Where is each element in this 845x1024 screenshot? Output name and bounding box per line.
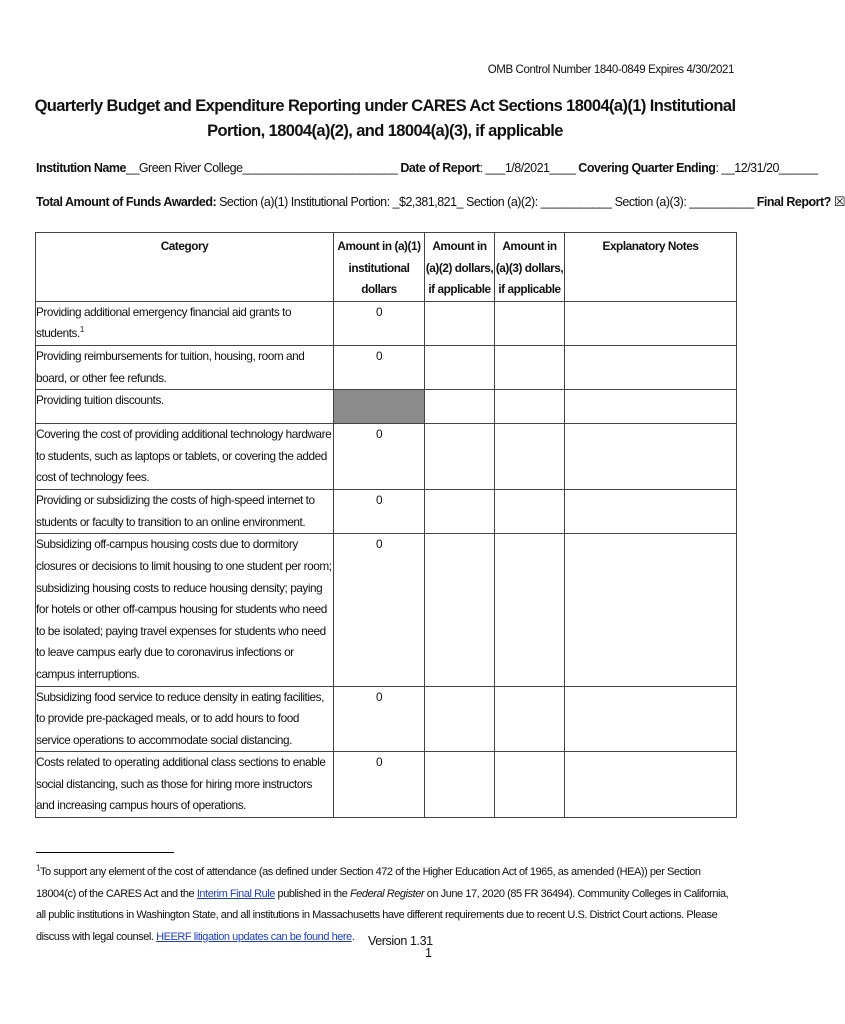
row-notes[interactable] (565, 424, 737, 490)
footnote-divider (36, 852, 174, 853)
table-row (36, 390, 737, 424)
footnote: $^1$To support any element of the cost of attendance (as defined under Section 472 of the Higher Education Act of 1965, as amended (HEA)) per Section 18004(c) of the CARES Act and the Interim Final Rule published in the Federal Register on June 17, 2020 (85 FR 36494). Community Colleges in California, all public institutions in Washington State, and all institutions in Massachusetts have different requirements due to recent U.S. District Court actions. Please discuss with legal counsel. HEERF litigation updates can be found here. (36, 863, 729, 943)
row-amount-a2[interactable] (425, 390, 495, 424)
table-row (36, 534, 737, 686)
table-row (36, 752, 737, 818)
date-label: Date of Report (400, 161, 480, 175)
header-explanatory-notes: Explanatory Notes (565, 233, 737, 302)
row-amount-a3[interactable] (495, 345, 565, 389)
header-amount-a1: Amount in (a)(1) institutional dollars (334, 233, 425, 302)
federal-register-text: Federal Register (350, 887, 425, 900)
row-amount-a3[interactable] (495, 490, 565, 534)
row-amount-a3[interactable] (495, 686, 565, 752)
table-row (36, 345, 737, 389)
final-report-label: Final Report? (756, 195, 831, 209)
funds-label: Total Amount of Funds Awarded: (36, 195, 217, 209)
institution-info-line (36, 161, 818, 175)
row-notes[interactable] (565, 686, 737, 752)
row-notes[interactable] (565, 390, 737, 424)
row-notes[interactable] (565, 345, 737, 389)
table-row (36, 424, 737, 490)
row-amount-a2[interactable] (425, 686, 495, 752)
row-category: Providing additional emergency financial aid grants to students.$^1$ (36, 301, 334, 345)
expenditure-table (35, 232, 737, 818)
row-amount-a3[interactable] (495, 752, 565, 818)
row-amount-a3[interactable] (495, 534, 565, 686)
row-amount-a1[interactable]: 0 (334, 752, 425, 818)
row-category: Providing tuition discounts. (36, 390, 334, 424)
quarter-value: : __12/31/20______ (715, 161, 818, 175)
row-category: Costs related to operating additional class sections to enable social distancing, such as those for hiring more instructors and increasing campus hours of operations. (36, 752, 334, 818)
version-label: Version 1.31 (368, 934, 433, 948)
row-amount-a3[interactable] (495, 390, 565, 424)
table-header-row (36, 233, 737, 302)
quarter-label: Covering Quarter Ending (578, 161, 716, 175)
row-amount-a1[interactable]: 0 (334, 424, 425, 490)
page-title: Quarterly Budget and Expenditure Reporting under CARES Act Sections 18004(a)(1) Institutional Portion, 18004(a)(2), and 18004(a)(3), if applicable (34, 97, 736, 140)
row-category: Providing reimbursements for tuition, housing, room and board, or other fee refunds. (36, 345, 334, 389)
row-amount-a1[interactable]: 0 (334, 301, 425, 345)
row-notes[interactable] (565, 301, 737, 345)
row-amount-a2[interactable] (425, 345, 495, 389)
date-value: : ___1/8/2021____ (479, 161, 576, 175)
row-notes[interactable] (565, 490, 737, 534)
row-category: Subsidizing off-campus housing costs due to dormitory closures or decisions to limit housing to one student per room; subsidizing housing costs to reduce housing density; paying for hotels or other off-campus housing for students who need to be isolated; paying travel expenses for students who need to leave campus early due to coronavirus infections or campus interruptions. (36, 534, 334, 686)
row-category: Subsidizing food service to reduce density in eating facilities, to provide pre-packaged meals, or to add hours to food service operations to accommodate social distancing. (36, 686, 334, 752)
heerf-litigation-link[interactable]: HEERF litigation updates can be found here (156, 930, 352, 943)
institution-value: __Green River College________________________ (125, 161, 398, 175)
row-amount-a3[interactable] (495, 301, 565, 345)
row-amount-a2[interactable] (425, 301, 495, 345)
row-amount-a1[interactable]: 0 (334, 490, 425, 534)
row-notes[interactable] (565, 534, 737, 686)
footnote-marker: 1 (79, 325, 84, 335)
institution-label: Institution Name (36, 161, 126, 175)
row-amount-a2[interactable] (425, 424, 495, 490)
row-amount-a2[interactable] (425, 752, 495, 818)
row-amount-a1[interactable]: 0 (334, 345, 425, 389)
row-amount-a1[interactable]: 0 (334, 534, 425, 686)
table-row (36, 301, 737, 345)
row-amount-a3[interactable] (495, 424, 565, 490)
page-number: 1 (425, 946, 432, 960)
row-amount-a2[interactable] (425, 490, 495, 534)
omb-control-number: OMB Control Number 1840-0849 Expires 4/30/2021 (487, 64, 734, 76)
row-amount-a2[interactable] (425, 534, 495, 686)
final-report-checkbox[interactable]: ☒ (833, 194, 845, 209)
row-amount-a1[interactable]: 0 (334, 686, 425, 752)
header-amount-a2: Amount in (a)(2) dollars, if applicable (425, 233, 495, 302)
footnote-number: 1 (36, 863, 40, 873)
table-row (36, 686, 737, 752)
row-category: Covering the cost of providing additional technology hardware to students, such as laptops or tablets, or covering the added cost of technology fees. (36, 424, 334, 490)
header-amount-a3: Amount in (a)(3) dollars, if applicable (495, 233, 565, 302)
funds-sections: Section (a)(1) Institutional Portion: _$2,381,821_ Section (a)(2): ___________ Section (a)(3): __________ (216, 195, 757, 209)
row-amount-a1-disabled (334, 390, 425, 424)
row-category: Providing or subsidizing the costs of high-speed internet to students or faculty to transition to an online environment. (36, 490, 334, 534)
header-category: Category (36, 233, 334, 302)
table-row (36, 490, 737, 534)
funds-info-line (36, 194, 845, 210)
row-notes[interactable] (565, 752, 737, 818)
interim-final-rule-link[interactable]: Interim Final Rule (196, 887, 275, 900)
